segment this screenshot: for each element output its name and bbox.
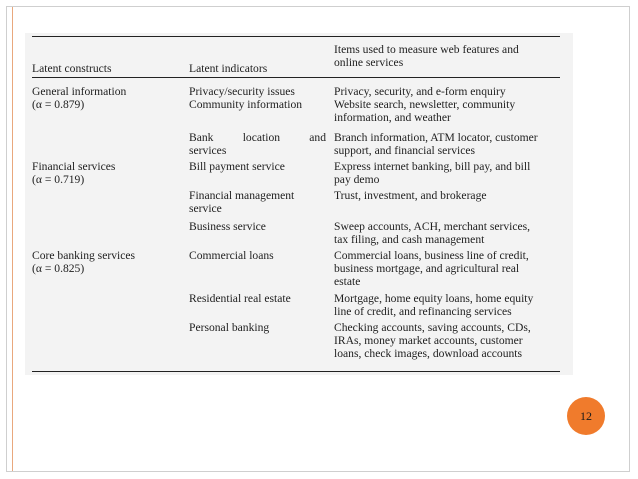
items-bank-location: Branch information, ATM locator, customer support, and financial services — [334, 131, 538, 157]
construct-financial-services: Financial services (α = 0.719) — [32, 160, 116, 186]
items-bill-payment: Express internet banking, bill pay, and bill pay demo — [334, 160, 531, 186]
indicator-personal-banking: Personal banking — [189, 321, 270, 334]
items-business-service: Sweep accounts, ACH, merchant services, tax filing, and cash management — [334, 220, 531, 246]
constructs-table — [25, 33, 573, 375]
items-residential-real-estate: Mortgage, home equity loans, home equity line of credit, and refinancing services — [334, 292, 534, 318]
indicator-residential-real-estate: Residential real estate — [189, 292, 291, 305]
page-number-badge — [567, 397, 605, 435]
items-commercial-loans: Commercial loans, business line of credit, business mortgage, and agricultural real estate — [334, 249, 529, 288]
table-top-rule — [32, 36, 560, 37]
indicator-commercial-loans: Commercial loans — [189, 249, 274, 262]
indicator-privacy-security: Privacy/security issues — [189, 85, 295, 98]
items-community-information: Website search, newsletter, community information, and weather — [334, 98, 516, 124]
indicator-bank-location: Bank location and services — [189, 131, 326, 157]
indicator-bill-payment: Bill payment service — [189, 160, 285, 173]
header-latent-constructs: Latent constructs — [32, 62, 112, 75]
table-header-rule — [32, 77, 560, 78]
construct-general-information: General information (α = 0.879) — [32, 85, 127, 111]
indicator-business-service: Business service — [189, 220, 266, 233]
items-personal-banking: Checking accounts, saving accounts, CDs, IRAs, money market accounts, customer loans, check images, download accounts — [334, 321, 531, 360]
header-latent-indicators: Latent indicators — [189, 62, 268, 75]
page-number: 12 — [580, 408, 592, 423]
header-items: Items used to measure web features and online services — [334, 43, 519, 69]
construct-core-banking: Core banking services (α = 0.825) — [32, 249, 136, 275]
table-bottom-rule — [32, 371, 560, 372]
left-accent-rule — [12, 7, 13, 471]
indicator-community-information: Community information — [189, 98, 303, 111]
items-privacy-security: Privacy, security, and e-form enquiry — [334, 85, 506, 98]
items-financial-management: Trust, investment, and brokerage — [334, 189, 487, 202]
indicator-financial-management: Financial management service — [189, 189, 295, 215]
